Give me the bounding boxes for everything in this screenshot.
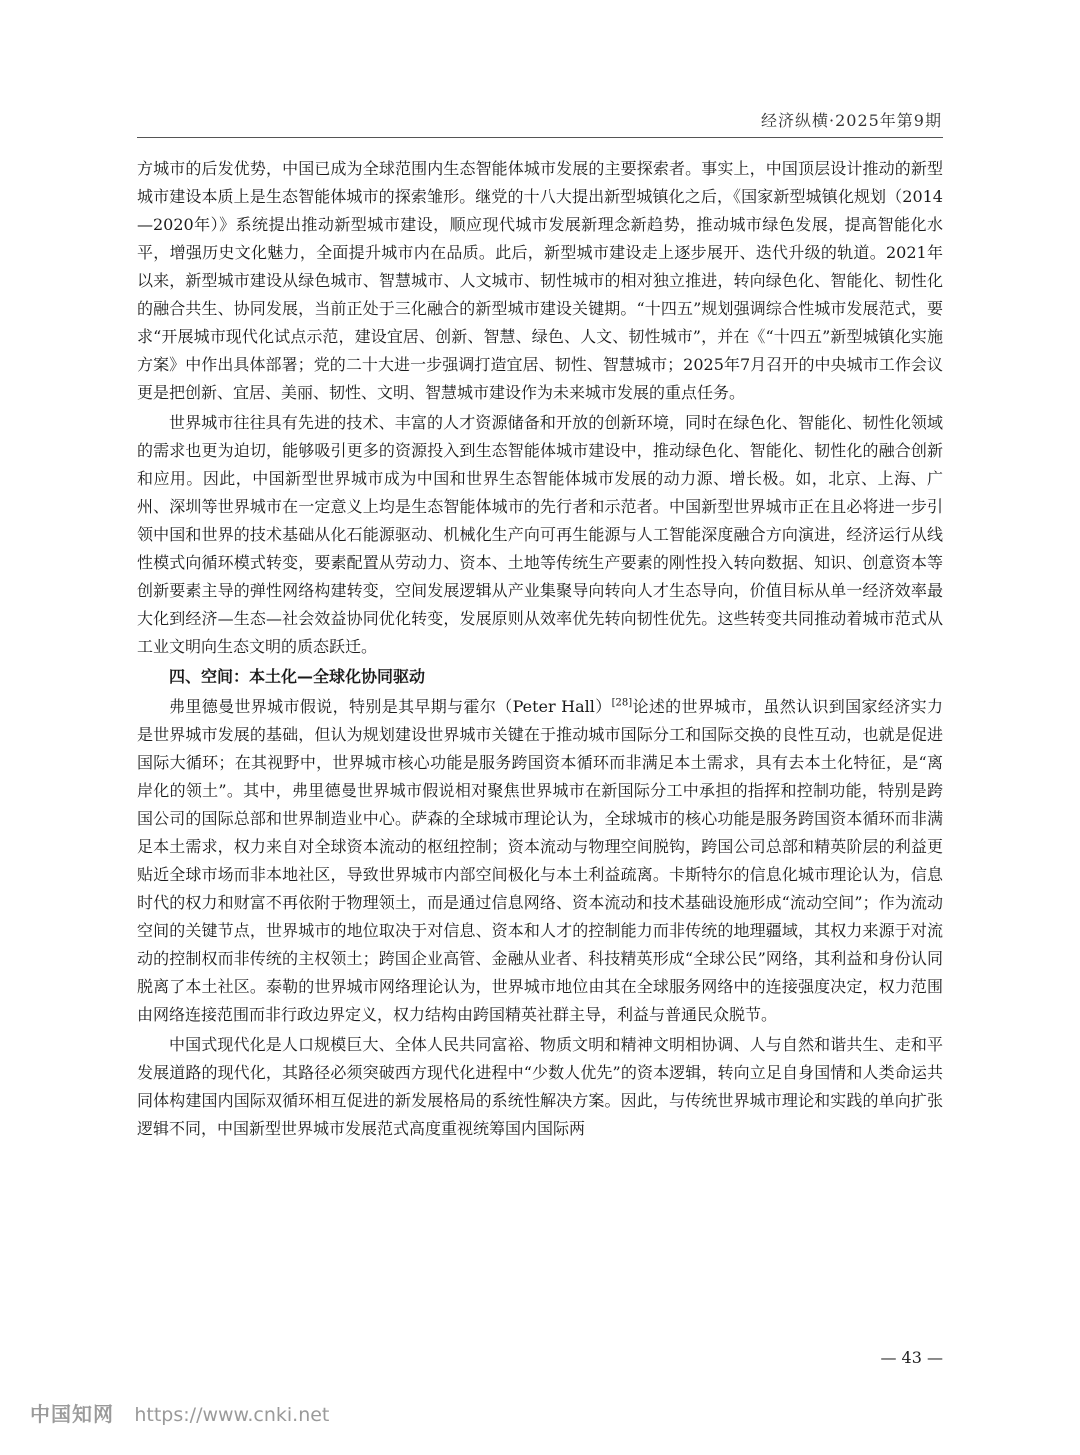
section-heading: 四、空间：本土化—全球化协同驱动 [169, 667, 426, 686]
article-body [137, 155, 943, 1143]
cnki-url[interactable]: https://www.cnki.net [134, 1404, 330, 1426]
cnki-logo-text: 中国知网 [30, 1402, 114, 1426]
header-rule [137, 137, 943, 138]
page-number: — 43 — [880, 1348, 943, 1367]
paragraph-1: 方城市的后发优势，中国已成为全球范围内生态智能体城市发展的主要探索者。事实上，中国顶层设计推动的新型城市建设本质上是生态智能体城市的探索雏形。继党的十八大提出新型城镇化之后，《国家新型城镇化规划（2014—2020年）》系统提出推动新型城市建设，顺应现代城市发展新理念新趋势，推动城市绿色发展，提高智能化水平，增强历史文化魅力，全面提升城市内在品质。此后，新型城市建设走上逐步展开、迭代升级的轨道。2021年以来，新型城市建设从绿色城市、智慧城市、人文城市、韧性城市的相对独立推进，转向绿色化、智能化、韧性化的融合共生、协同发展，当前正处于三化融合的新型城市建设关键期。“十四五”规划强调综合性城市发展范式，要求“开展城市现代化试点示范，建设宜居、创新、智慧、绿色、人文、韧性城市”，并在《“十四五”新型城镇化实施方案》中作出具体部署；党的二十大进一步强调打造宜居、韧性、智慧城市；2025年7月召开的中央城市工作会议更是把创新、宜居、美丽、韧性、文明、智慧城市建设作为未来城市发展的重点任务。 [137, 159, 943, 402]
paragraph-3-part-1: 弗里德曼世界城市假说，特别是其早期与霍尔（Peter Hall） [169, 697, 612, 716]
paragraph-3 [137, 693, 943, 1029]
journal-header: 经济纵横·2025年第9期 [761, 111, 942, 130]
paragraph-3-part-2: 论述的世界城市，虽然认识到国家经济实力是世界城市发展的基础，但认为规划建设世界城市关键在于推动城市国际分工和国际交换的良性互动，也就是促进国际大循环；在其视野中，世界城市核心功能是服务跨国资本循环而非满足本土需求，具有去本土化特征，是“离岸化的领土”。其中，弗里德曼世界城市假说相对聚焦世界城市在新国际分工中承担的指挥和控制功能，特别是跨国公司的国际总部和世界制造业中心。萨森的全球城市理论认为，全球城市的核心功能是服务跨国资本循环而非满足本土需求，权力来自对全球资本流动的枢纽控制；资本流动与物理空间脱钩，跨国公司总部和精英阶层的利益更贴近全球市场而非本地社区，导致世界城市内部空间极化与本土利益疏离。卡斯特尔的信息化城市理论认为，信息时代的权力和财富不再依附于物理领土，而是通过信息网络、资本流动和技术基础设施形成“流动空间”；作为流动空间的关键节点，世界城市的地位取决于对信息、资本和人才的控制能力而非传统的地理疆域，其权力来源于对流动的控制权而非传统的主权领土；跨国企业高管、金融从业者、科技精英形成“全球公民”网络，其利益和身份认同脱离了本土社区。泰勒的世界城市网络理论认为，世界城市地位由其在全球服务网络中的连接强度决定，权力范围由网络连接范围而非行政边界定义，权力结构由跨国精英社群主导，利益与普通民众脱节。 [137, 697, 943, 1024]
watermark-footer [30, 1398, 329, 1427]
citation-28[interactable]: [28] [611, 697, 633, 709]
paragraph-4: 中国式现代化是人口规模巨大、全体人民共同富裕、物质文明和精神文明相协调、人与自然和谐共生、走和平发展道路的现代化，其路径必须突破西方现代化进程中“少数人优先”的资本逻辑，转向立足自身国情和人类命运共同体构建国内国际双循环相互促进的新发展格局的系统性解决方案。因此，与传统世界城市理论和实践的单向扩张逻辑不同，中国新型世界城市发展范式高度重视统筹国内国际两 [137, 1035, 943, 1138]
paragraph-2: 世界城市往往具有先进的技术、丰富的人才资源储备和开放的创新环境，同时在绿色化、智能化、韧性化领域的需求也更为迫切，能够吸引更多的资源投入到生态智能体城市建设中，推动绿色化、智能化、韧性化的融合创新和应用。因此，中国新型世界城市成为中国和世界生态智能体城市发展的动力源、增长极。如，北京、上海、广州、深圳等世界城市在一定意义上均是生态智能体城市的先行者和示范者。中国新型世界城市正在且必将进一步引领中国和世界的技术基础从化石能源驱动、机械化生产向可再生能源与人工智能深度融合方向演进，经济运行从线性模式向循环模式转变，要素配置从劳动力、资本、土地等传统生产要素的刚性投入转向数据、知识、创意资本等创新要素主导的弹性网络构建转变，空间发展逻辑从产业集聚导向转向人才生态导向，价值目标从单一经济效率最大化到经济—生态—社会效益协同优化转变，发展原则从效率优先转向韧性优先。这些转变共同推动着城市范式从工业文明向生态文明的质态跃迁。 [137, 413, 943, 656]
